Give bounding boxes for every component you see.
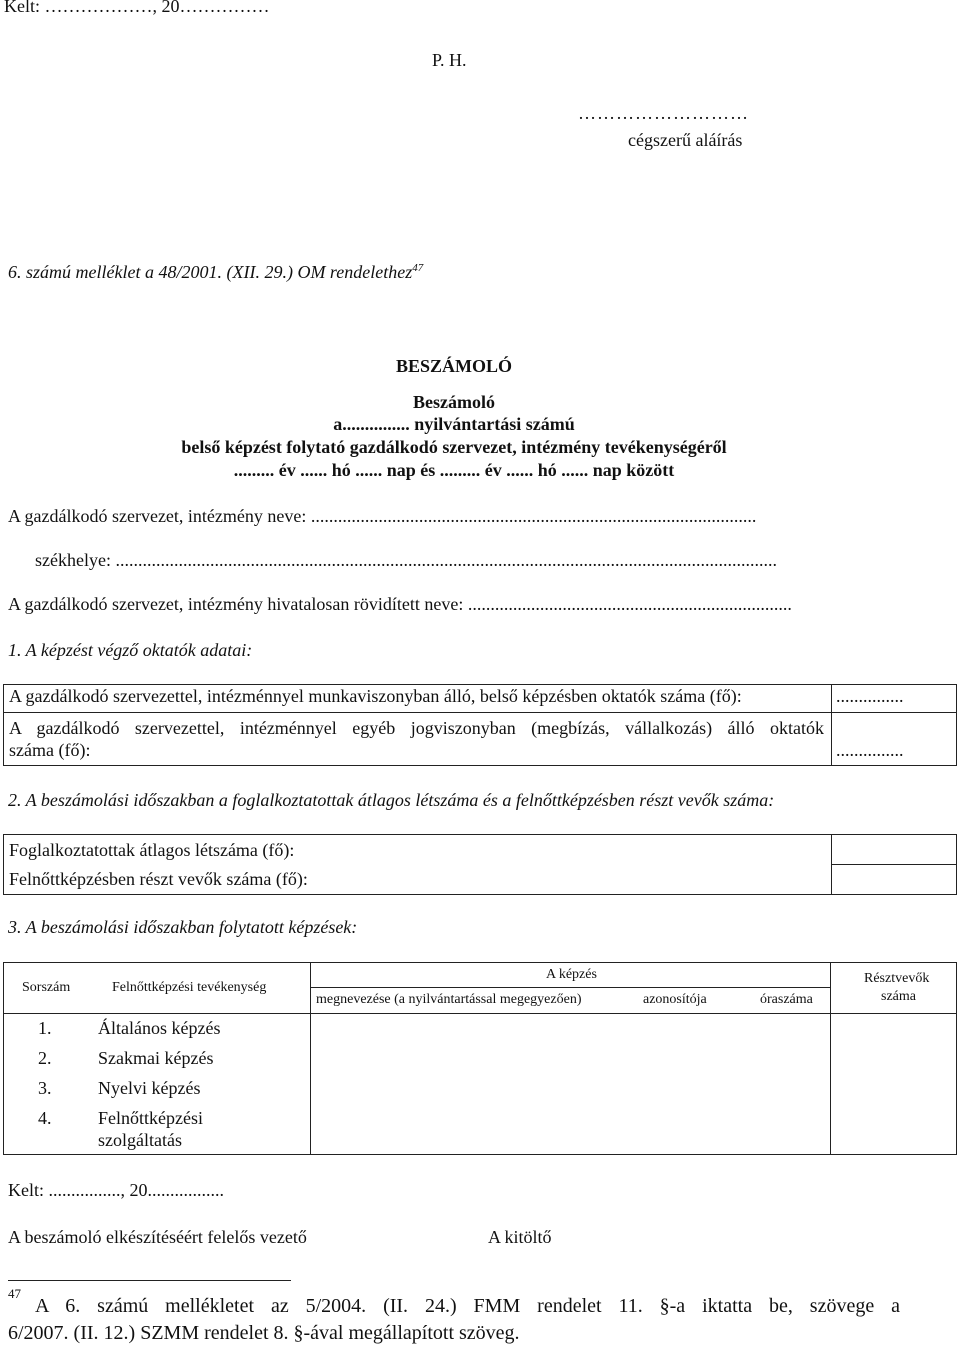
- kelt-line-top: Kelt: ………………, 20……………: [4, 0, 270, 16]
- kepzes-subheader-line: [310, 987, 830, 988]
- teachers-other-label-b: száma (fő):: [9, 740, 91, 760]
- col-resztvevok-b: száma: [881, 989, 916, 1004]
- footnote-line-1: A 6. számú mellékletet az 5/2004. (II. 24.) FMM rendelet 11. §-a iktatta be, szövege a: [35, 1295, 900, 1317]
- footnote-line-2: 6/2007. (II. 12.) SZMM rendelet 8. §-ával megállapított szöveg.: [8, 1322, 520, 1344]
- table-row-4-label-b: szolgáltatás: [98, 1130, 182, 1150]
- table-row-4-label-a: Felnőttképzési: [98, 1108, 203, 1128]
- table-row-3-label: Nyelvi képzés: [98, 1078, 201, 1098]
- table-row-2-label: Szakmai képzés: [98, 1048, 214, 1068]
- col-oraszam: óraszáma: [760, 992, 813, 1007]
- signature-label: cégszerű aláírás: [628, 130, 743, 150]
- teachers-other-label-a: A gazdálkodó szervezettel, intézménnyel egyéb jogviszonyban (megbízás, vállalkozás) álló oktatók: [9, 718, 824, 738]
- teachers-other-value: ...............: [836, 740, 904, 760]
- trainings-header-bottom: [3, 1013, 957, 1014]
- footnote-ref[interactable]: 47: [412, 262, 424, 274]
- col-megnevezes: megnevezése (a nyilvántartással megegyezően): [316, 992, 582, 1007]
- table-row-4-num: 4.: [38, 1108, 52, 1128]
- header-line-3: belső képzést folytató gazdálkodó szervezet, intézmény tevékenységéről: [181, 437, 727, 457]
- avg-employees-label: Foglalkoztatottak átlagos létszáma (fő):: [9, 840, 295, 860]
- col-sorszam: Sorszám: [22, 980, 71, 995]
- table-row-1-label: Általános képzés: [98, 1018, 221, 1038]
- responsible-label: A beszámoló elkészítéséért felelős vezető: [8, 1227, 307, 1247]
- org-seat-field: székhelye: ...................................................................................................................................................: [35, 550, 777, 570]
- col-divider-2: [830, 962, 831, 1155]
- signature-dots: ………………………: [578, 103, 749, 123]
- ph-label: P. H.: [432, 50, 467, 70]
- participants-label: Felnőttképzésben részt vevők száma (fő):: [9, 869, 308, 889]
- col-kepzes: A képzés: [546, 967, 597, 982]
- header-line-2: a............... nyilvántartási számú: [333, 414, 575, 434]
- table-row-3-num: 3.: [38, 1078, 52, 1098]
- footnote-mark: 47: [8, 1286, 21, 1301]
- col-resztvevok-a: Résztvevők: [864, 971, 930, 986]
- document-title: BESZÁMOLÓ: [395, 356, 513, 376]
- footnote-separator: [8, 1280, 291, 1281]
- org-name-field: A gazdálkodó szervezet, intézmény neve: ...................................................................................................: [8, 506, 757, 526]
- headcount-table-value-divider: [831, 864, 957, 865]
- table-row-1-num: 1.: [38, 1018, 52, 1038]
- teachers-employed-label: A gazdálkodó szervezettel, intézménnyel munkaviszonyban álló, belső képzésben oktatók száma (fő):: [9, 686, 742, 706]
- section-1-heading: 1. A képzést végző oktatók adatai:: [8, 640, 253, 660]
- section-3-heading: 3. A beszámolási időszakban folytatott képzések:: [8, 917, 358, 937]
- annex-reference-text: 6. számú melléklet a 48/2001. (XII. 29.) OM rendelethez: [8, 262, 413, 282]
- col-azonosito: azonosítója: [643, 992, 707, 1007]
- kelt-line-bottom: Kelt: ................, 20.................: [8, 1180, 224, 1200]
- header-line-1: Beszámoló: [413, 392, 495, 412]
- annex-reference: [8, 262, 423, 283]
- teachers-table-vdivider: [831, 684, 832, 766]
- section-2-heading: 2. A beszámolási időszakban a foglalkoztatottak átlagos létszáma és a felnőttképzésben részt vevők száma:: [8, 790, 775, 810]
- teachers-table-divider: [3, 712, 957, 713]
- filler-label: A kitöltő: [488, 1227, 552, 1247]
- org-short-name-field: A gazdálkodó szervezet, intézmény hivatalosan rövidített neve: ........................................................................: [8, 594, 792, 614]
- teachers-employed-value: ...............: [836, 686, 904, 706]
- table-row-2-num: 2.: [38, 1048, 52, 1068]
- col-tevekenyseg: Felnőttképzési tevékenység: [112, 980, 267, 995]
- col-divider-1: [310, 962, 311, 1155]
- header-line-4: ......... év ...... hó ...... nap és ......... év ...... hó ...... nap között: [233, 460, 675, 480]
